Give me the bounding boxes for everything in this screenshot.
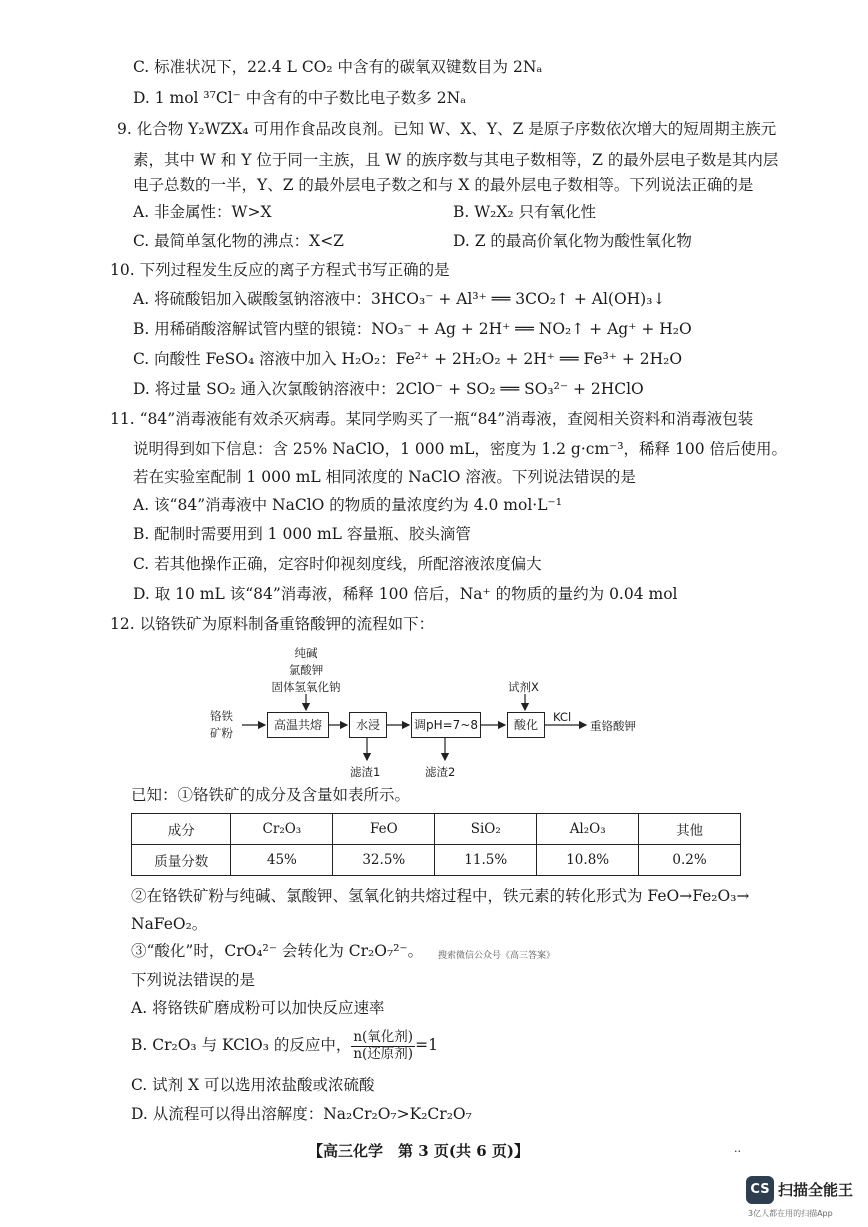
q10-option-c: C. 向酸性 FeSO₄ 溶液中加入 H₂O₂：Fe²⁺ + 2H₂O₂ + 2H⁺ ══ Fe³⁺ + 2H₂O (133, 350, 683, 368)
table-header-cell: SiO₂ (435, 814, 537, 845)
q10-stem: 10. 下列过程发生反应的离子方程式书写正确的是 (110, 261, 450, 279)
flow-reagent-1: 纯碱 (294, 646, 318, 660)
table-header-cell: FeO (333, 814, 435, 845)
fraction-numerator: n(氧化剂) (353, 1029, 414, 1045)
q9-stem-line3: 电子总数的一半，Y、Z 的最外层电子数之和与 X 的最外层电子数相等。下列说法正确的是 (133, 176, 754, 194)
q12-question: 下列说法错误的是 (131, 971, 256, 989)
q11-option-a: A. 该“84”消毒液中 NaClO 的物质的量浓度约为 4.0 mol·L⁻¹ (133, 496, 562, 514)
flow-step-leach: 水浸 (349, 712, 387, 738)
q11-option-d: D. 取 10 mL 该“84”消毒液，稀释 100 倍后，Na⁺ 的物质的量约为 0.04 mol (133, 585, 678, 603)
composition-table (131, 813, 741, 876)
q11-stem-line3: 若在实验室配制 1 000 mL 相同浓度的 NaClO 溶液。下列说法错误的是 (133, 468, 636, 486)
q12-known-3: ③“酸化”时，CrO₄²⁻ 会转化为 Cr₂O₇²⁻。 (131, 942, 424, 960)
q9-option-d: D. Z 的最高价氧化物为酸性氧化物 (453, 232, 692, 250)
q11-option-b: B. 配制时需要用到 1 000 mL 容量瓶、胶头滴管 (133, 525, 471, 543)
flow-step-adjust-ph: 调pH=7~8 (411, 712, 481, 738)
q10-option-a: A. 将硫酸铝加入碳酸氢钠溶液中：3HCO₃⁻ + Al³⁺ ══ 3CO₂↑ + Al(OH)₃↓ (133, 290, 666, 308)
scanner-logo (746, 1176, 862, 1220)
q8-option-d: D. 1 mol ³⁷Cl⁻ 中含有的中子数比电子数多 2Nₐ (133, 89, 467, 107)
page-footer: 【高三化学 第 3 页(共 6 页)】 (308, 1142, 529, 1160)
table-cell: 10.8% (537, 845, 639, 876)
q9-option-a: A. 非金属性：W>X (133, 203, 272, 221)
q10-option-b: B. 用稀硝酸溶解试管内壁的银镜：NO₃⁻ + Ag + 2H⁺ ══ NO₂↑ + Ag⁺ + H₂O (133, 320, 692, 338)
flow-kcl: KCl (553, 710, 572, 724)
q11-stem-line2: 说明得到如下信息：含 25% NaClO，1 000 mL，密度为 1.2 g·cm⁻³，稀释 100 倍后使用。 (133, 440, 787, 458)
flow-reagent-3: 固体氢氧化钠 (271, 680, 341, 694)
q12-option-b (131, 1030, 438, 1062)
fraction-denominator: n(还原剂) (353, 1045, 414, 1062)
q12-option-c: C. 试剂 X 可以选用浓盐酸或浓硫酸 (131, 1076, 375, 1094)
table-header-cell: Al₂O₃ (537, 814, 639, 845)
q9-option-c: C. 最简单氢化物的沸点：X<Z (133, 232, 344, 250)
table-header-cell: Cr₂O₃ (231, 814, 333, 845)
flow-product: 重铬酸钾 (590, 719, 636, 733)
table-cell: 11.5% (435, 845, 537, 876)
table-cell: 32.5% (333, 845, 435, 876)
table-row (132, 845, 741, 876)
q12-stem: 12. 以铬铁矿为原料制备重铬酸钾的流程如下： (110, 615, 435, 633)
table-cell: 质量分数 (132, 845, 231, 876)
q12-known-2a: ②在铬铁矿粉与纯碱、氯酸钾、氢氧化钠共熔过程中，铁元素的转化形式为 FeO→Fe₂O₃→ (131, 887, 750, 905)
q10-option-d: D. 将过量 SO₂ 通入次氯酸钠溶液中：2ClO⁻ + SO₂ ══ SO₃²⁻ + 2HClO (133, 380, 644, 398)
cs-logo-icon: CS (746, 1176, 774, 1204)
scanner-name: 扫描全能王 (778, 1181, 854, 1199)
flow-step-fusion: 高温共熔 (267, 712, 329, 738)
q8-option-c: C. 标准状况下，22.4 L CO₂ 中含有的碳氧双键数目为 2Nₐ (133, 58, 543, 76)
flow-residue-2: 滤渣2 (425, 765, 456, 779)
q12-known-2b: NaFeO₂。 (131, 915, 208, 933)
table-cell: 45% (231, 845, 333, 876)
q12-option-b-prefix: B. Cr₂O₃ 与 KClO₃ 的反应中， (131, 1036, 352, 1055)
table-cell: 0.2% (639, 845, 741, 876)
flow-reagent-2: 氯酸钾 (288, 663, 324, 677)
scanner-tagline: 3亿人都在用的扫描App (748, 1209, 833, 1218)
table-header-cell: 其他 (639, 814, 741, 845)
watermark-text: 搜索微信公众号《高三答案》 (438, 951, 556, 961)
table-header-row (132, 814, 741, 845)
ratio-fraction (351, 1030, 415, 1062)
q12-option-b-suffix: =1 (415, 1036, 438, 1055)
flow-input-line2: 矿粉 (210, 726, 233, 740)
q12-option-d: D. 从流程可以得出溶解度：Na₂Cr₂O₇>K₂Cr₂O₇ (131, 1105, 472, 1123)
q11-stem-line1: 11. “84”消毒液能有效杀灭病毒。某同学购买了一瓶“84”消毒液，查阅相关资料和消毒液包装 (110, 410, 754, 428)
flow-step-acidify: 酸化 (507, 712, 545, 738)
q11-option-c: C. 若其他操作正确，定容时仰视刻度线，所配溶液浓度偏大 (133, 555, 542, 573)
q9-stem-line1: 9. 化合物 Y₂WZX₄ 可用作食品改良剂。已知 W、X、Y、Z 是原子序数依次增大的短周期主族元 (117, 120, 777, 138)
flow-reagent-x: 试剂X (508, 680, 539, 694)
flow-input-line1: 铬铁 (210, 709, 233, 723)
q9-option-b: B. W₂X₂ 只有氧化性 (453, 203, 597, 221)
q12-known-1: 已知：①铬铁矿的成分及含量如表所示。 (131, 786, 411, 804)
corner-mark: .. (734, 1142, 741, 1155)
table-header-cell: 成分 (132, 814, 231, 845)
q12-option-a: A. 将铬铁矿磨成粉可以加快反应速率 (131, 999, 385, 1017)
flow-residue-1: 滤渣1 (350, 765, 381, 779)
q9-stem-line2: 素，其中 W 和 Y 位于同一主族，且 W 的族序数与其电子数相等，Z 的最外层电子数是其内层 (133, 151, 779, 169)
